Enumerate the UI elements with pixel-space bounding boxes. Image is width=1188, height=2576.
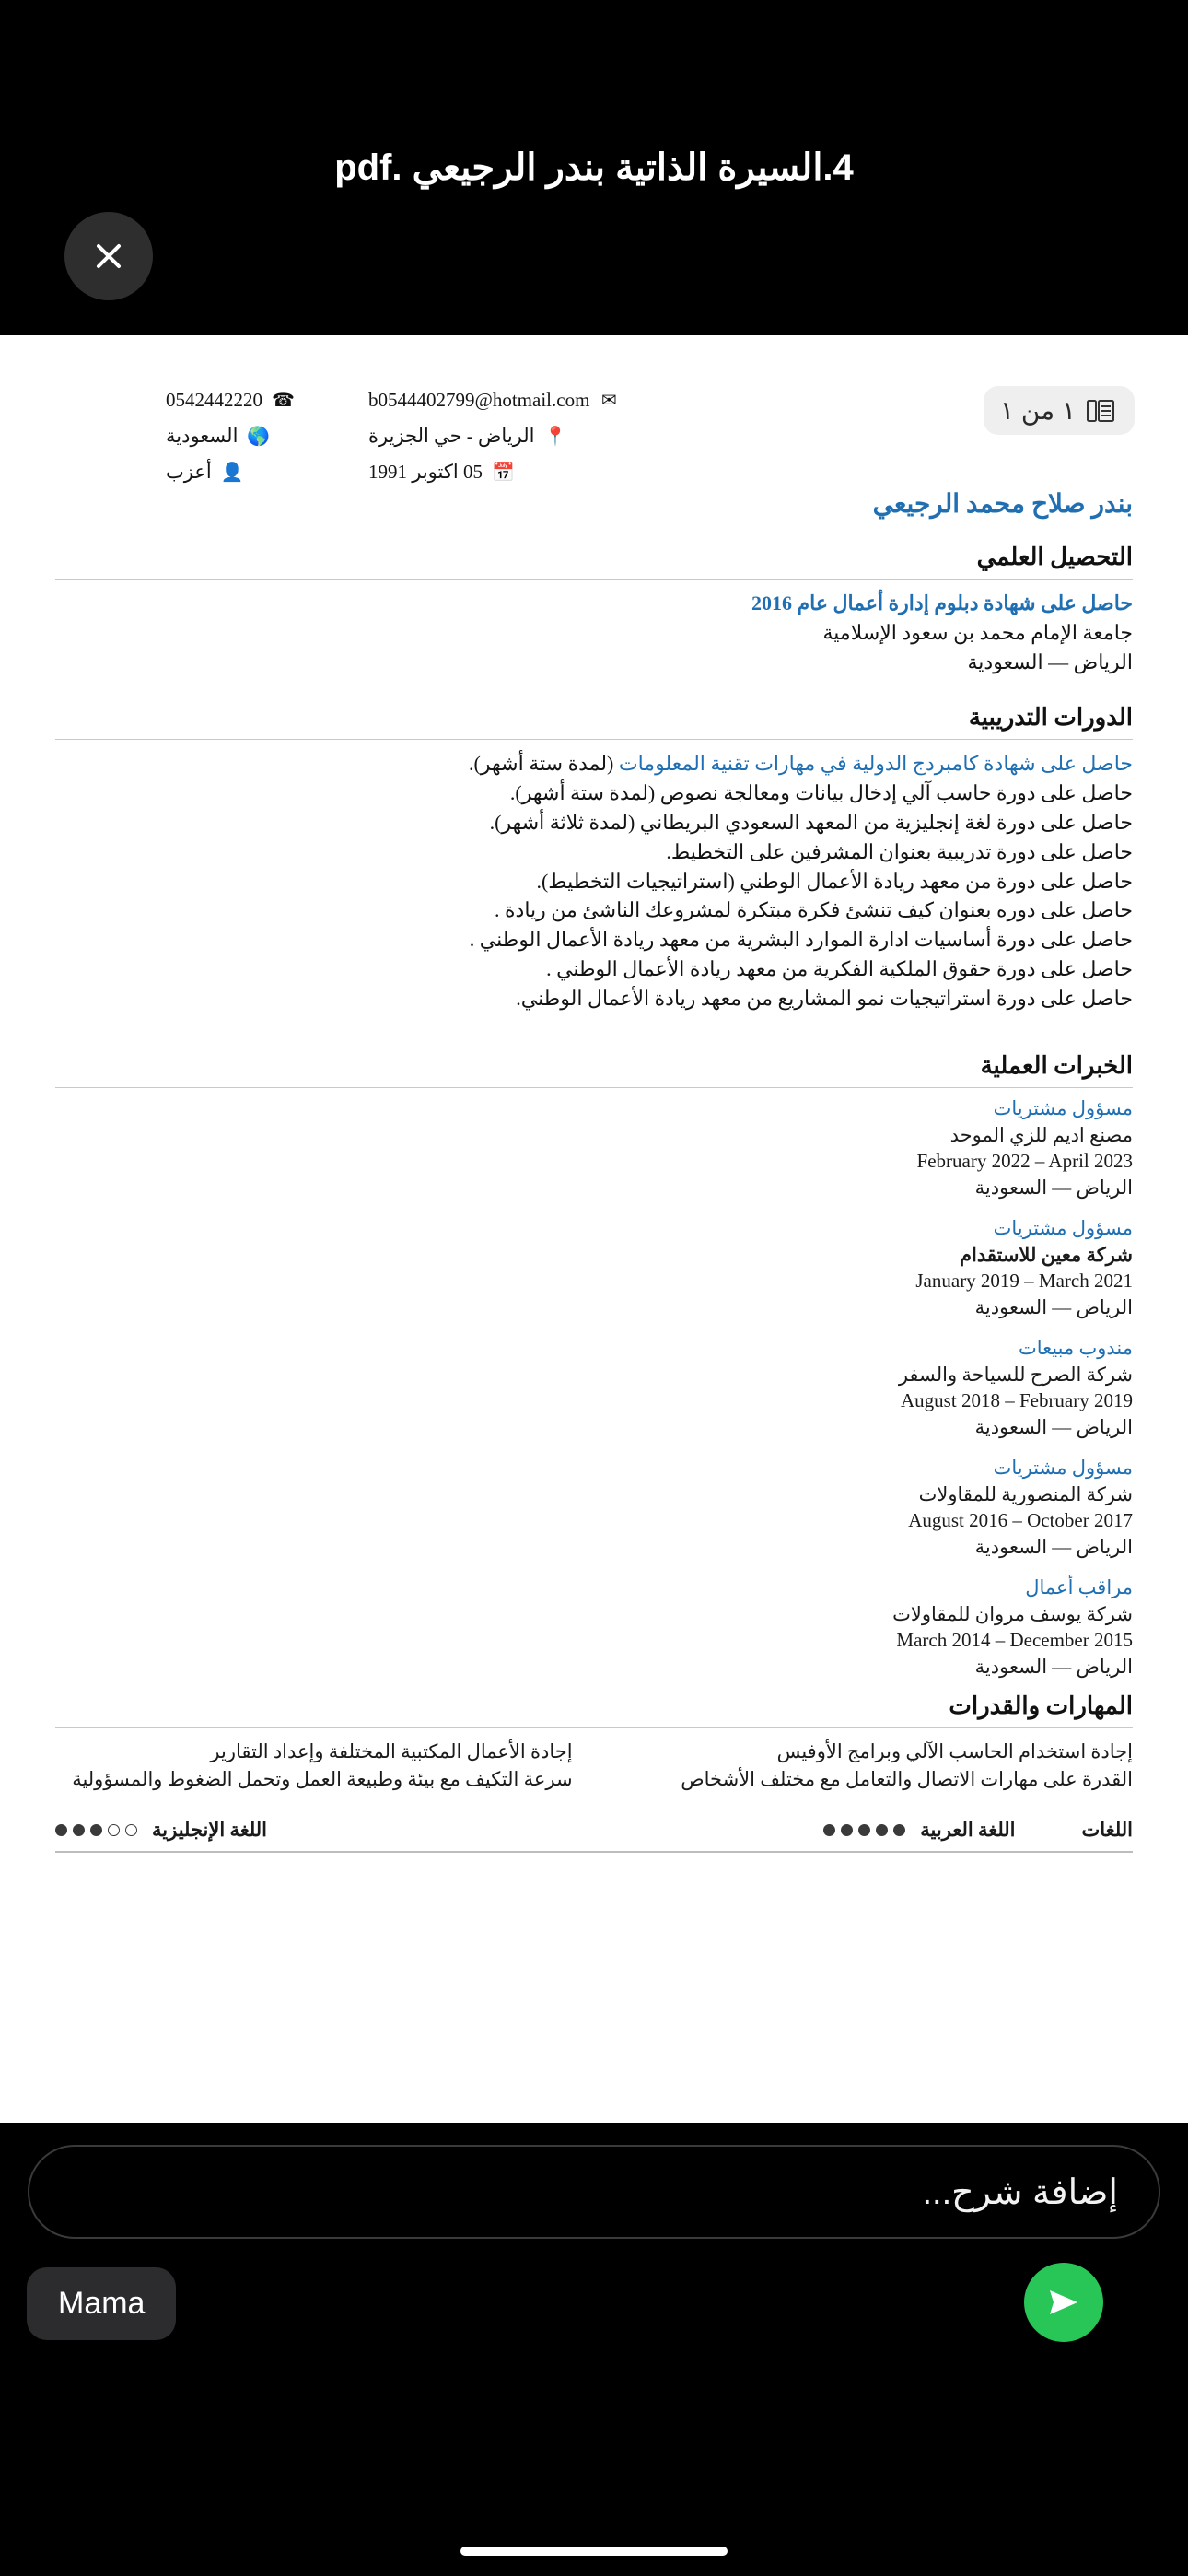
document-viewer-header xyxy=(0,0,1188,335)
person-icon: 👤 xyxy=(220,463,244,483)
education-location: الرياض — السعودية xyxy=(967,650,1133,673)
page-indicator-label: ١ من ١ xyxy=(1000,396,1076,425)
experience-job-title: مندوب مبيعات xyxy=(1019,1337,1133,1360)
contact-row-dob xyxy=(368,461,619,484)
experience-location: الرياض — السعودية xyxy=(974,1176,1133,1199)
contact-row-phone xyxy=(166,389,295,412)
skill-item: سرعة التكيف مع بيئة وطبيعة العمل وتحمل الضغوط والمسؤولية xyxy=(72,1768,573,1791)
experience-entry xyxy=(55,1097,1133,1200)
course-item: حاصل على دورة لغة إنجليزية من المعهد السعودي البريطاني (لمدة ثلاثة أشهر). xyxy=(489,810,1133,834)
close-button[interactable] xyxy=(64,212,153,300)
contact-column-left xyxy=(166,389,295,484)
pdf-page xyxy=(18,335,1170,2090)
recipient-chip[interactable] xyxy=(27,2267,176,2340)
experience-job-title: مسؤول مشتريات xyxy=(993,1457,1133,1480)
course-item: حاصل على دورة من معهد ريادة الأعمال الوطني (استراتيجيات التخطيط). xyxy=(536,869,1133,893)
country-value: السعودية xyxy=(166,425,239,447)
caption-input[interactable] xyxy=(28,2145,1160,2239)
phone-icon: ☎ xyxy=(272,391,295,411)
email-value: b0544402799@hotmail.com xyxy=(368,389,590,411)
contact-column-middle xyxy=(368,389,619,484)
languages-divider xyxy=(55,1851,1133,1853)
education-section xyxy=(55,544,1133,677)
experience-entry xyxy=(55,1337,1133,1440)
contact-row-address xyxy=(368,425,619,448)
language-label: اللغة الإنجليزية xyxy=(152,1819,268,1841)
languages-section xyxy=(55,1819,1133,1853)
course-item: حاصل على دورة حاسب آلي إدخال بيانات ومعالجة نصوص (لمدة ستة أشهر). xyxy=(509,780,1133,804)
experience-divider xyxy=(55,1087,1133,1088)
experience-company: مصنع اديم للزي الموحد xyxy=(949,1124,1133,1146)
course-item: حاصل على دورة أساسيات ادارة الموارد البشرية من معهد ريادة الأعمال الوطني . xyxy=(469,928,1133,952)
education-degree: حاصل على شهادة دبلوم إدارة أعمال عام 2016 xyxy=(751,591,1133,615)
experience-entry xyxy=(55,1457,1133,1560)
document-preview-area[interactable] xyxy=(0,335,1188,2123)
experience-dates: August 2018 – February 2019 xyxy=(901,1389,1133,1412)
skill-item: إجادة استخدام الحاسب الآلي وبرامج الأوفيس xyxy=(776,1740,1133,1762)
dob-value: 05 اكتوبر 1991 xyxy=(368,461,483,483)
language-entry-english xyxy=(55,1819,267,1842)
languages-heading: اللغات xyxy=(1081,1819,1133,1841)
course-item-suffix: (لمدة ستة أشهر). xyxy=(469,752,619,775)
skill-item: إجادة الأعمال المكتبية المختلفة وإعداد التقارير xyxy=(210,1740,573,1762)
experience-job-title: مراقب أعمال xyxy=(1025,1576,1133,1599)
experience-location: الرياض — السعودية xyxy=(974,1295,1133,1318)
education-divider xyxy=(55,579,1133,580)
experience-company: شركة المنصورية للمقاولات xyxy=(918,1483,1133,1506)
caption-placeholder: إضافة شرح... xyxy=(922,2172,1118,2212)
home-indicator xyxy=(460,2547,728,2556)
course-item: حاصل على دورة تدريبية بعنوان المشرفين على التخطيط. xyxy=(666,839,1133,863)
skills-column-right xyxy=(615,1738,1133,1794)
marital-value: أعزب xyxy=(166,461,212,483)
document-title: 4.السيرة الذاتية بندر الرجيعي .pdf xyxy=(334,147,854,188)
cv-full-name: بندر صلاح محمد الرجيعي xyxy=(872,490,1133,519)
language-entry-arabic xyxy=(823,1819,1133,1842)
education-heading: التحصيل العلمي xyxy=(976,544,1133,570)
send-button[interactable] xyxy=(1024,2263,1103,2342)
page-indicator[interactable] xyxy=(984,386,1135,435)
course-item: حاصل على دوره بعنوان كيف تنشئ فكرة مبتكرة لمشروعك الناشئ من ريادة . xyxy=(495,898,1133,922)
page-view-icon xyxy=(1087,399,1114,423)
experience-company: شركة يوسف مروان للمقاولات xyxy=(892,1603,1133,1626)
language-label: اللغة العربية xyxy=(920,1819,1016,1841)
globe-icon: 🌎 xyxy=(247,427,271,447)
experience-location: الرياض — السعودية xyxy=(974,1415,1133,1438)
experience-section xyxy=(55,1052,1133,1696)
contact-row-country xyxy=(166,425,292,448)
experience-company: شركة الصرح للسياحة والسفر xyxy=(898,1364,1133,1387)
skills-column-left xyxy=(55,1738,573,1794)
share-sheet-footer xyxy=(0,2123,1188,2576)
course-item xyxy=(55,749,1133,779)
course-item: حاصل على دورة استراتيجيات نمو المشاريع من معهد ريادة الأعمال الوطني. xyxy=(516,987,1133,1011)
language-level-dots xyxy=(55,1824,137,1836)
course-item: حاصل على دورة حقوق الملكية الفكرية من معهد ريادة الأعمال الوطني . xyxy=(546,957,1133,981)
skills-heading: المهارات والقدرات xyxy=(949,1692,1133,1719)
recipient-chip-label: Mama xyxy=(58,2286,146,2321)
close-icon xyxy=(90,238,127,275)
experience-dates: March 2014 – December 2015 xyxy=(896,1629,1133,1652)
experience-heading: الخبرات العملية xyxy=(980,1052,1133,1079)
language-level-dots xyxy=(823,1824,905,1836)
experience-dates: February 2022 – April 2023 xyxy=(916,1150,1133,1173)
courses-heading: الدورات التدريبية xyxy=(968,704,1133,731)
experience-location: الرياض — السعودية xyxy=(974,1535,1133,1558)
experience-company: شركة معين للاستقدام xyxy=(960,1244,1133,1267)
experience-entry xyxy=(55,1217,1133,1320)
mail-icon: ✉ xyxy=(601,391,617,411)
location-icon: 📍 xyxy=(543,427,567,447)
courses-section xyxy=(55,704,1133,1013)
experience-job-title: مسؤول مشتريات xyxy=(993,1217,1133,1240)
address-value: الرياض - حي الجزيرة xyxy=(368,425,535,447)
calendar-icon: 📅 xyxy=(491,463,515,483)
contact-row-email xyxy=(368,389,619,412)
experience-location: الرياض — السعودية xyxy=(974,1655,1133,1678)
course-item-highlight: حاصل على شهادة كامبردج الدولية في مهارات تقنية المعلومات xyxy=(618,752,1133,775)
education-institution: جامعة الإمام محمد بن سعود الإسلامية xyxy=(822,620,1133,644)
skill-item: القدرة على مهارات الاتصال والتعامل مع مختلف الأشخاص xyxy=(681,1768,1133,1791)
courses-divider xyxy=(55,739,1133,740)
phone-value: 0542442220 xyxy=(166,389,262,411)
experience-entry xyxy=(55,1576,1133,1680)
skills-divider xyxy=(55,1727,1133,1728)
experience-job-title: مسؤول مشتريات xyxy=(993,1097,1133,1119)
contact-row-marital xyxy=(166,461,292,484)
send-icon xyxy=(1044,2283,1083,2322)
experience-dates: August 2016 – October 2017 xyxy=(908,1509,1133,1532)
skills-section xyxy=(55,1692,1133,1794)
experience-dates: January 2019 – March 2021 xyxy=(915,1270,1133,1293)
